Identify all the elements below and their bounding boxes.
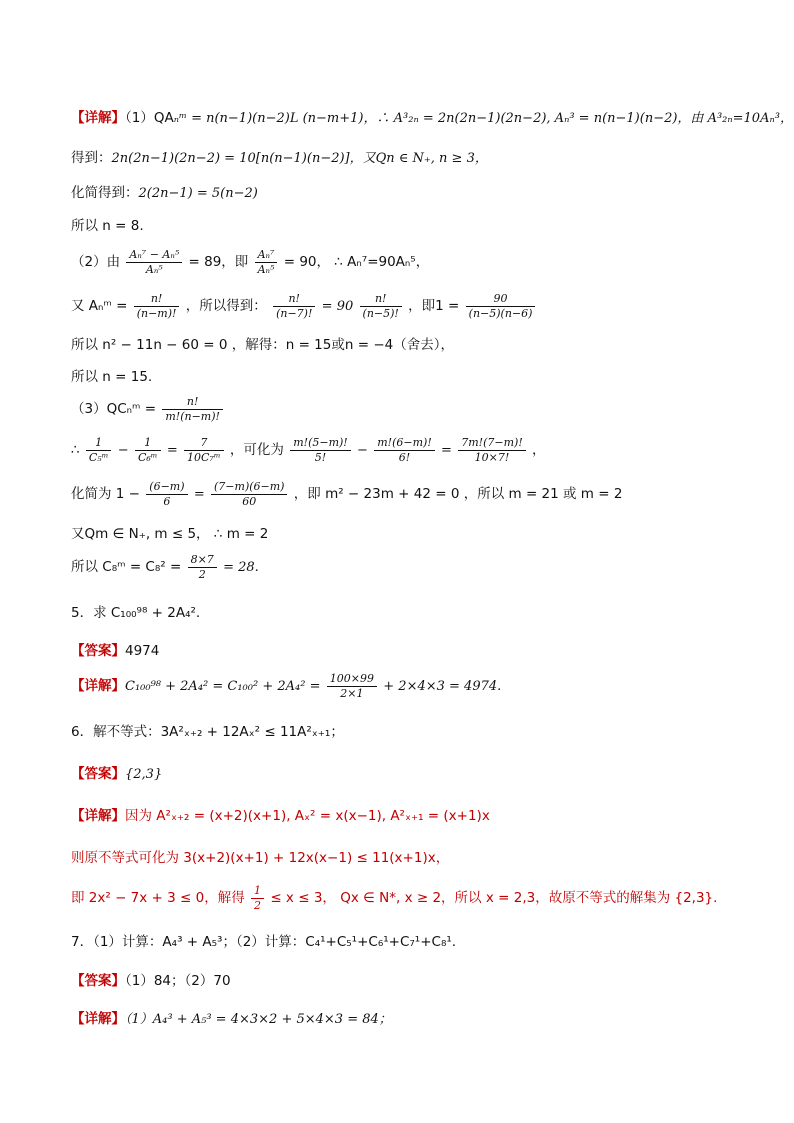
- line-5: （2）由 $\frac{\text{Aₙ⁷ − Aₙ⁵}}{\text{Aₙ⁵}}$ = 89，即 $\frac{\text{Aₙ⁷}}{\text{Aₙ⁵}}$ = 90， ∴ Aₙ⁷=90Aₙ⁵，: [71, 248, 430, 276]
- detail-tag: 【详解】: [71, 808, 125, 824]
- detail-7: 【详解】（1）A₄³ + A₅³ = 4×3×2 + 5×4×3 = 84；: [71, 1011, 392, 1027]
- answer-tag: 【答案】: [71, 766, 125, 782]
- answer-tag: 【答案】: [71, 643, 125, 659]
- detail-tag: 【详解】: [71, 1011, 125, 1027]
- fraction: $\frac{n!}{(n-7)!}$: [273, 292, 315, 321]
- line-11: 化简为 1 − $\frac{(6-m)}{6}$ = $\frac{(7-m)(6-m)}{60}$ ，即 m² − 23m + 42 = 0 ，所以 m = 21 或 m = 2: [71, 480, 623, 508]
- line-12: 又Qm ∈ N₊, m ≤ 5， ∴ m = 2: [71, 526, 269, 542]
- answer-7: 【答案】（1）84；（2）70: [71, 973, 231, 989]
- fraction: $\frac{n!}{(n-m)!}$: [134, 292, 180, 321]
- fraction: $\frac{n!}{(n-5)!}$: [360, 292, 402, 321]
- fraction: $\frac{90}{(n-5)(n-6)}$: [466, 292, 536, 321]
- line-4: 所以 n = 8.: [71, 218, 144, 234]
- question-6: 6．解不等式：3A²ₓ₊₂ + 12Aₓ² ≤ 11A²ₓ₊₁；: [71, 724, 344, 740]
- fraction: $\frac{\text{Aₙ⁷ − Aₙ⁵}}{\text{Aₙ⁵}}$: [126, 248, 182, 277]
- line-7: 所以 n² − 11n − 60 = 0 ，解得：n = 15或n = −4（舍去），: [71, 337, 454, 353]
- detail-tag: 【详解】: [71, 110, 125, 126]
- answer-6: 【答案】{2,3}: [71, 766, 163, 782]
- detail-6c: 即 2x² − 7x + 3 ≤ 0，解得 $\frac{1}{2}$ ≤ x ≤ 3， Qx ∈ N*, x ≥ 2，所以 x = 2,3，故原不等式的解集为 {2,3}.: [71, 884, 718, 912]
- line-10: ∴ $\frac{1}{\text{C₅ᵐ}}$ − $\frac{1}{\text{C₆ᵐ}}$ = $\frac{7}{\text{10C₇ᵐ}}$ ，可化为 $\frac{m!(5-m)!}{5!}$ − $\frac{m!(6-m)!}{6!}$ = $\frac{7m!(7-m)!}{10\times 7!}$ ，: [71, 436, 546, 464]
- answer-tag: 【答案】: [71, 973, 125, 989]
- line-8: 所以 n = 15.: [71, 369, 153, 385]
- answer-5: 【答案】4974: [71, 643, 160, 659]
- line-3: 化简得到：2(2n−1) = 5(n−2): [71, 185, 258, 201]
- line-6: 又 Aₙᵐ = $\frac{n!}{(n-m)!}$ ，所以得到： $\frac{n!}{(n-7)!}$ = 90 $\frac{n!}{(n-5)!}$ ，即1 = $\frac{90}{(n-5)(n-6)}$: [71, 292, 754, 328]
- line-9: （3）QCₙᵐ = $\frac{n!}{m!(n-m)!}$: [71, 395, 754, 431]
- line-2: 得到：2n(2n−1)(2n−2) = 10[n(n−1)(n−2)]，又Qn ∈ N₊, n ≥ 3，: [71, 150, 488, 166]
- fraction: $\frac{\text{Aₙ⁷}}{\text{Aₙ⁵}}$: [255, 248, 278, 277]
- detail-6b: 则原不等式可化为 3(x+2)(x+1) + 12x(x−1) ≤ 11(x+1)x，: [71, 850, 450, 866]
- question-5: 5．求 C₁₀₀⁹⁸ + 2A₄².: [71, 605, 201, 621]
- detail-tag: 【详解】: [71, 678, 125, 694]
- question-7: 7．（1）计算：A₄³ + A₅³；（2）计算：C₄¹+C₅¹+C₆¹+C₇¹+C₈¹.: [71, 934, 457, 950]
- line-13: 所以 C₈ᵐ = C₈² = $\frac{8\times 7}{2}$ = 28.: [71, 553, 259, 581]
- detail-6: 【详解】因为 A²ₓ₊₂ = (x+2)(x+1), Aₓ² = x(x−1), A²ₓ₊₁ = (x+1)x: [71, 808, 490, 824]
- line-1: 【详解】（1）QAₙᵐ = n(n−1)(n−2)L (n−m+1)，∴ A³₂ₙ = 2n(2n−1)(2n−2), Aₙ³ = n(n−1)(n−2)，由 A³₂ₙ=10Aₙ³，: [71, 110, 793, 126]
- detail-5: 【详解】C₁₀₀⁹⁸ + 2A₄² = C₁₀₀² + 2A₄² = $\frac{100\times 99}{2\times 1}$ + 2×4×3 = 4974.: [71, 672, 502, 700]
- fraction: $\frac{n!}{m!(n-m)!}$: [162, 395, 223, 424]
